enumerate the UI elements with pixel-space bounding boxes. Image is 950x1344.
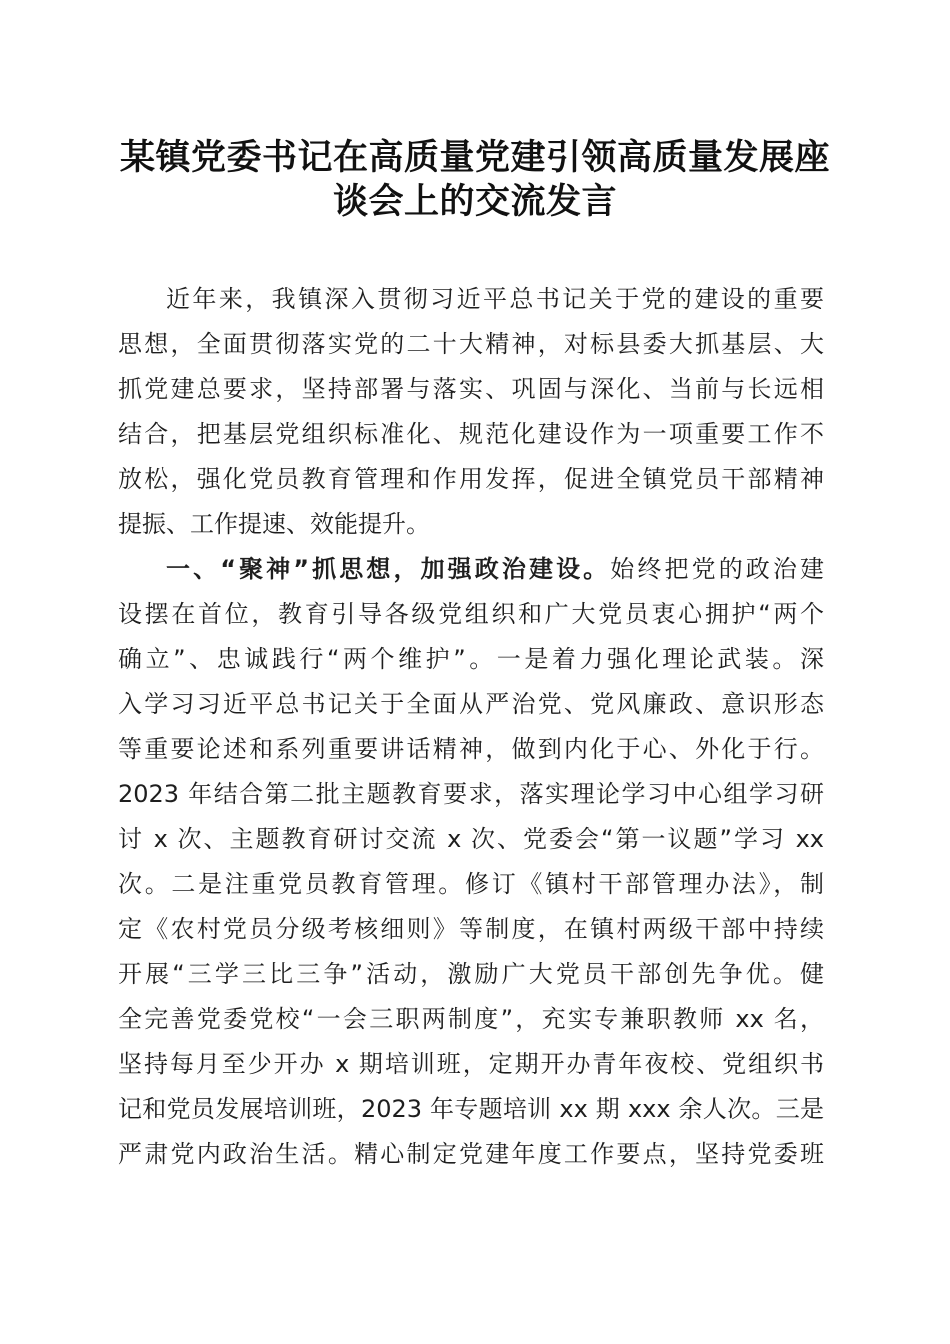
- section-heading: 一、“聚神”抓思想，加强政治建设。: [166, 555, 611, 583]
- paragraph-line: 思想，全面贯彻落实党的二十大精神，对标县委大抓基层、大: [118, 330, 824, 358]
- paragraph-line: 提振、工作提速、效能提升。: [118, 510, 430, 538]
- paragraph-line: 坚持每月至少开办 x 期培训班，定期开办青年夜校、党组织书: [118, 1050, 824, 1078]
- paragraph-line: 近年来，我镇深入贯彻习近平总书记关于党的建设的重要: [166, 285, 824, 313]
- paragraph-line: 抓党建总要求，坚持部署与落实、巩固与深化、当前与长远相: [118, 375, 824, 403]
- paragraph-line: 确立”、忠诚践行“两个维护”。一是着力强化理论武装。深: [118, 645, 824, 673]
- paragraph-line: 入学习习近平总书记关于全面从严治党、党风廉政、意识形态: [118, 690, 824, 718]
- paragraph-line: 等重要论述和系列重要讲话精神，做到内化于心、外化于行。: [118, 735, 824, 763]
- title-line-1: 某镇党委书记在高质量党建引领高质量发展座: [119, 137, 830, 178]
- paragraph-line: 讨 x 次、主题教育研讨交流 x 次、党委会“第一议题”学习 xx: [118, 825, 824, 853]
- paragraph-line: 全完善党委党校“一会三职两制度”，充实专兼职教师 xx 名，: [118, 1005, 824, 1033]
- paragraph-line: 2023 年结合第二批主题教育要求，落实理论学习中心组学习研: [118, 780, 824, 808]
- section-heading-rest: 始终把党的政治建: [610, 555, 825, 583]
- document-body: [118, 277, 824, 1177]
- section-heading-line: [118, 547, 824, 592]
- document-title: [100, 136, 850, 224]
- paragraph-line: 次。二是注重党员教育管理。修订《镇村干部管理办法》，制: [118, 870, 824, 898]
- paragraph-line: 定《农村党员分级考核细则》等制度，在镇村两级干部中持续: [118, 915, 824, 943]
- title-line-2: 谈会上的交流发言: [332, 181, 617, 222]
- paragraph-line: 设摆在首位，教育引导各级党组织和广大党员衷心拥护“两个: [118, 600, 824, 628]
- paragraph-line: 放松，强化党员教育管理和作用发挥，促进全镇党员干部精神: [118, 465, 824, 493]
- paragraph-line: 记和党员发展培训班，2023 年专题培训 xx 期 xxx 余人次。三是: [118, 1095, 824, 1123]
- paragraph-line: 严肃党内政治生活。精心制定党建年度工作要点，坚持党委班: [118, 1140, 824, 1168]
- paragraph-line: 结合，把基层党组织标准化、规范化建设作为一项重要工作不: [118, 420, 824, 448]
- paragraph-line: 开展“三学三比三争”活动，激励广大党员干部创先争优。健: [118, 960, 824, 988]
